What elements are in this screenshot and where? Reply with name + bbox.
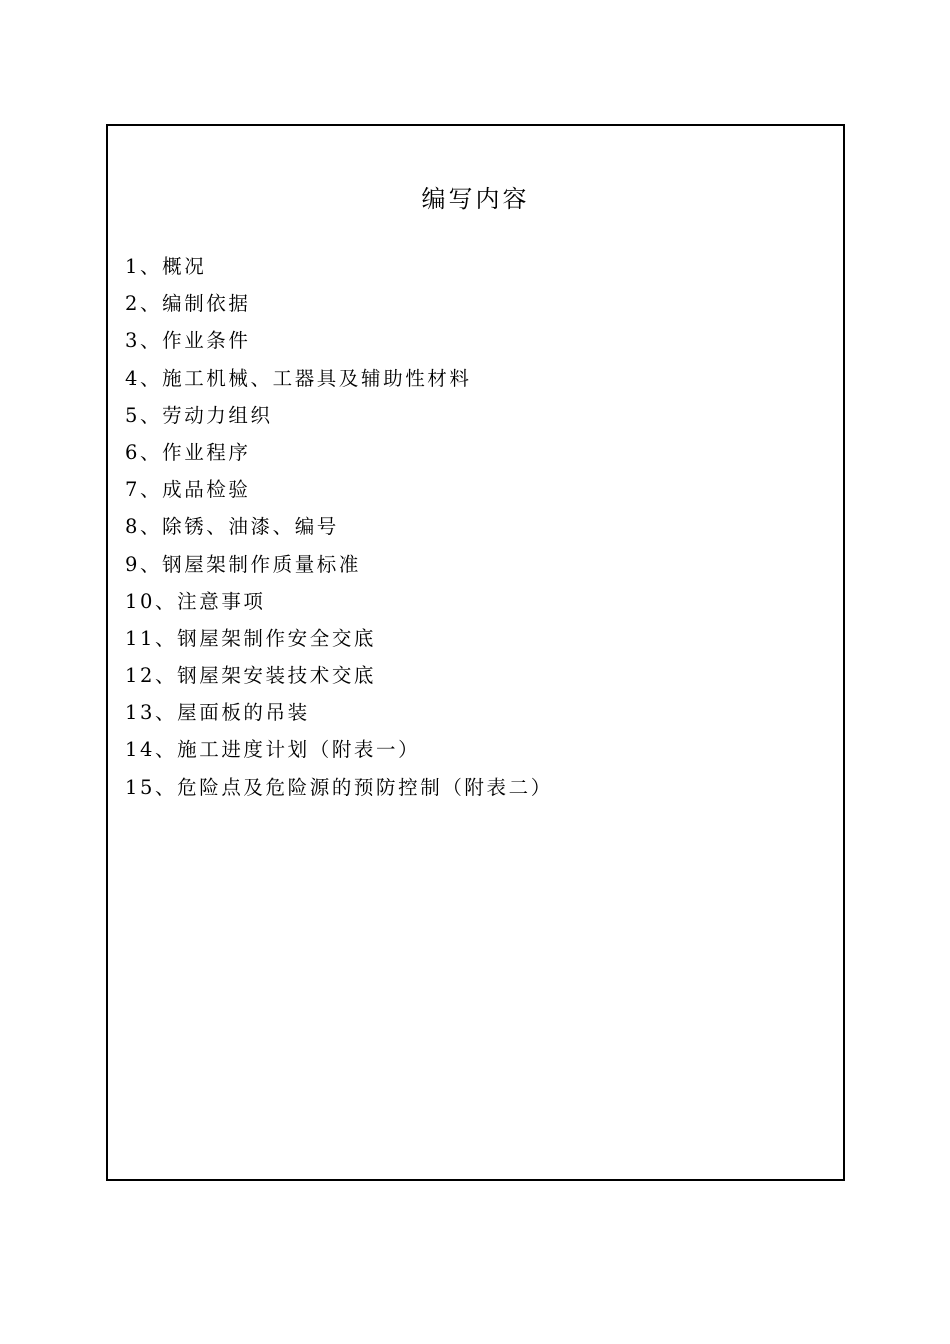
- toc-item: 4、施工机械、工器具及辅助性材料: [125, 366, 472, 390]
- toc-item: 10、注意事项: [125, 589, 266, 613]
- toc-item: 8、除锈、油漆、编号: [125, 515, 339, 539]
- toc-item: 9、钢屋架制作质量标准: [125, 552, 362, 576]
- toc-item: 6、作业程序: [125, 440, 251, 464]
- toc-item: 13、屋面板的吊装: [125, 701, 310, 725]
- toc-item: 3、作业条件: [125, 329, 251, 353]
- toc-item: 15、危险点及危险源的预防控制（附表二）: [125, 775, 553, 799]
- toc-item: 5、劳动力组织: [125, 403, 273, 427]
- toc-item: 14、施工进度计划（附表一）: [125, 738, 421, 762]
- toc-item: 7、成品检验: [125, 478, 251, 502]
- content-frame: [106, 124, 845, 1181]
- toc-item: 1、概况: [125, 255, 207, 278]
- toc-item: 11、钢屋架制作安全交底: [125, 626, 377, 650]
- toc-item: 2、编制依据: [125, 292, 251, 316]
- toc-item: 12、钢屋架安装技术交底: [125, 664, 377, 688]
- table-of-contents: [125, 248, 553, 806]
- page-title: 编写内容: [421, 185, 530, 213]
